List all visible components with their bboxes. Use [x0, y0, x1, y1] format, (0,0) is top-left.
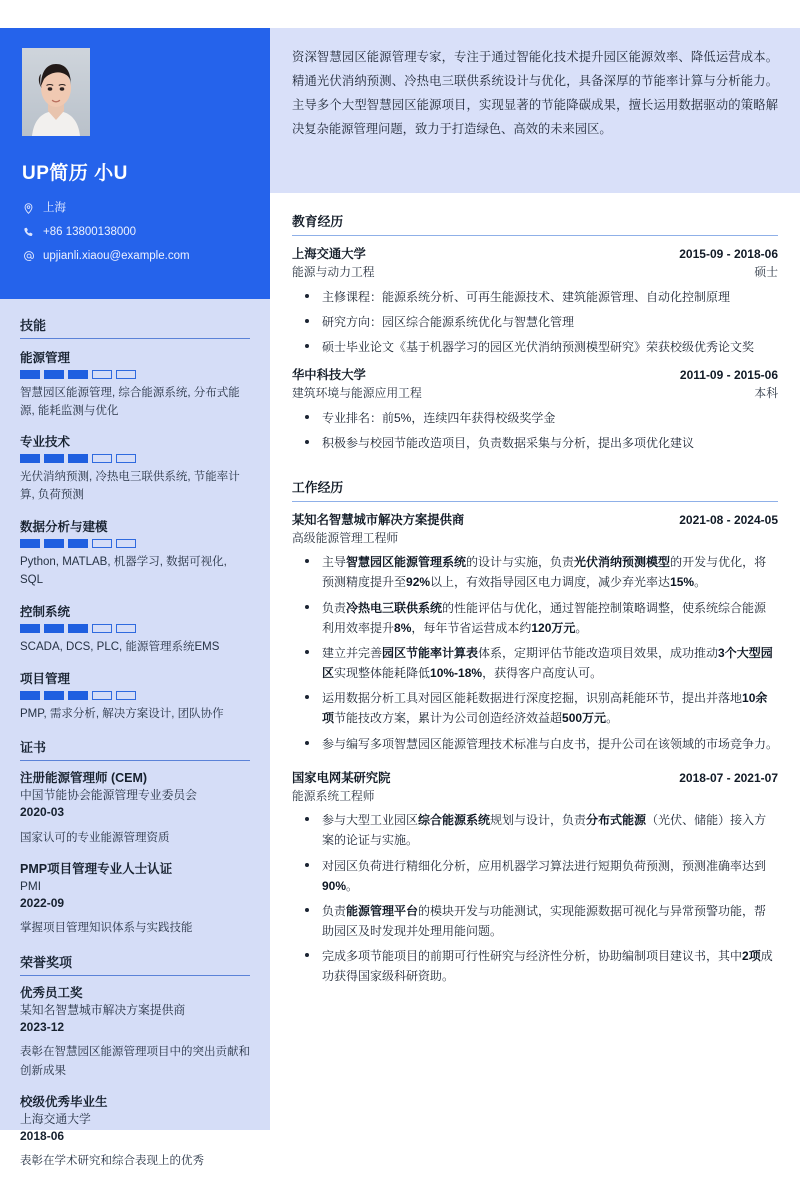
- list-item: 研究方向：园区综合能源系统优化与智慧化管理: [292, 312, 778, 332]
- award-description: 表彰在学术研究和综合表现上的优秀: [20, 1155, 204, 1168]
- skill-segment: [44, 691, 64, 700]
- phone-icon: [22, 227, 35, 238]
- section-title-certificates: 证书: [20, 737, 250, 761]
- skill-item: [20, 348, 250, 421]
- contact-phone-value: +86 13800138000: [43, 225, 137, 238]
- skill-segment: [92, 539, 112, 548]
- award-title: 优秀员工奖: [20, 985, 83, 1000]
- skill-segment: [44, 370, 64, 379]
- skill-segment: [44, 454, 64, 463]
- summary-text: 资深智慧园区能源管理专家，专注于通过智能化技术提升园区能源效率、降低运营成本。精通光伏消纳预测、冷热电三联供系统设计与优化，具备深厚的节能率计算与分析能力。主导多个大型智慧园区能源项目，实现显著的节能降碳成果，擅长运用数据驱动的策略解决复杂能源管理问题，致力于打造绿色、高效的未来园区。: [292, 50, 778, 136]
- skill-segment: [68, 370, 88, 379]
- main-body: [270, 193, 800, 987]
- contact-location-value: 上海: [43, 202, 66, 214]
- experience-date: 2018-07 - 2021-07: [679, 770, 778, 785]
- certificate-date: 2020-03: [20, 805, 65, 820]
- skill-segment: [92, 691, 112, 700]
- summary-section: [270, 28, 800, 193]
- skill-segment: [44, 624, 64, 633]
- skill-segment: [92, 370, 112, 379]
- skill-item: [20, 602, 250, 657]
- list-item: 完成多项节能项目的前期可行性研究与经济性分析，协助编制项目建议书，其中2项成功获得国家级科研资助。: [292, 946, 778, 986]
- contact-email-value: upjianli.xiaou@example.com: [43, 249, 190, 262]
- skill-name: 能源管理: [20, 350, 71, 365]
- skill-segment: [20, 539, 40, 548]
- list-item: 积极参与校园节能改造项目，负责数据采集与分析，提出多项优化建议: [292, 433, 778, 453]
- award-date: 2018-06: [20, 1128, 65, 1143]
- award-date: 2023-12: [20, 1019, 65, 1034]
- sidebar: [0, 28, 270, 1168]
- list-item: 对园区负荷进行精细化分析，应用机器学习算法进行短期负荷预测，预测准确率达到90%。: [292, 856, 778, 896]
- certificate-title: 注册能源管理师 (CEM): [20, 771, 148, 786]
- skill-segment: [116, 454, 136, 463]
- skill-segment: [20, 691, 40, 700]
- experience-date: 2021-08 - 2024-05: [679, 512, 778, 527]
- school-name: 上海交通大学: [292, 247, 366, 261]
- education-date: 2011-09 - 2015-06: [679, 367, 778, 382]
- experience-entry: [292, 512, 778, 754]
- page-title: UP简历 小U: [22, 163, 128, 184]
- certificate-item: [20, 770, 250, 847]
- education-entry: [292, 246, 778, 357]
- certificate-description: 国家认可的专业能源管理资质: [20, 831, 170, 844]
- skill-description: PMP, 需求分析, 解决方案设计, 团队协作: [20, 707, 224, 720]
- location-pin-icon: [22, 203, 35, 214]
- skill-segment: [116, 539, 136, 548]
- education-bullets: [292, 287, 778, 357]
- skill-name: 项目管理: [20, 671, 71, 686]
- education-date: 2015-09 - 2018-06: [679, 247, 778, 261]
- skill-segment: [68, 454, 88, 463]
- skill-segment: [116, 624, 136, 633]
- skill-segment: [116, 370, 136, 379]
- company-name: 国家电网某研究院: [292, 770, 391, 785]
- skill-segment: [68, 624, 88, 633]
- certificate-date: 2022-09: [20, 896, 65, 911]
- list-item: 专业排名：前5%，连续四年获得校级奖学金: [292, 408, 778, 428]
- skill-item: [20, 669, 250, 724]
- experience-entry-header: [292, 770, 778, 788]
- education-bullets: [292, 408, 778, 453]
- job-role: 能源系统工程师: [292, 788, 375, 803]
- list-item: 建立并完善园区节能率计算表体系，定期评估节能改造项目效果，成功推动3个大型园区实现整体能耗降低10%-18%，获得客户高度认可。: [292, 643, 778, 683]
- list-item: 负责能源管理平台的模块开发与功能测试，实现能源数据可视化与异常预警功能，帮助园区及时发现并处理用能问题。: [292, 901, 778, 941]
- skill-level-bar: [20, 624, 250, 633]
- certificate-item: [20, 861, 250, 938]
- company-name: 某知名智慧城市解决方案提供商: [292, 512, 465, 527]
- skill-item: [20, 432, 250, 505]
- skill-segment: [20, 370, 40, 379]
- job-role: 高级能源管理工程师: [292, 530, 399, 545]
- skill-level-bar: [20, 454, 250, 463]
- skill-segment: [20, 454, 40, 463]
- skill-name: 数据分析与建模: [20, 520, 108, 535]
- contact-email: [22, 249, 248, 264]
- education-entry: [292, 367, 778, 453]
- major-name: 能源与动力工程: [292, 264, 375, 279]
- education-entry-header: [292, 367, 778, 385]
- award-title: 校级优秀毕业生: [20, 1094, 108, 1109]
- skill-level-bar: [20, 539, 250, 548]
- avatar: [22, 48, 90, 136]
- skill-item: [20, 517, 250, 590]
- skill-level-bar: [20, 370, 250, 379]
- skill-segment: [116, 691, 136, 700]
- section-title-education: 教育经历: [292, 211, 778, 236]
- certificate-description: 掌握项目管理知识体系与实践技能: [20, 922, 193, 935]
- sidebar-header: [0, 28, 270, 299]
- list-item: 主导智慧园区能源管理系统的设计与实施，负责光伏消纳预测模型的开发与优化，将预测精度提升至92%以上，有效指导园区电力调度，减少弃光率达15%。: [292, 552, 778, 592]
- section-title-experience: 工作经历: [292, 477, 778, 502]
- sidebar-body: [0, 299, 270, 1195]
- list-item: 参与编写多项智慧园区能源管理技术标准与白皮书，提升公司在该领域的市场竞争力。: [292, 734, 778, 754]
- certificate-title: PMP项目管理专业人士认证: [20, 862, 173, 877]
- skill-description: Python, MATLAB, 机器学习, 数据可视化, SQL: [20, 556, 227, 586]
- major-name: 建筑环境与能源应用工程: [292, 385, 422, 400]
- main-content: [270, 28, 800, 1130]
- skill-segment: [44, 539, 64, 548]
- section-title-awards: 荣誉奖项: [20, 952, 250, 976]
- award-org: 某知名智慧城市解决方案提供商: [20, 1002, 186, 1017]
- skill-segment: [92, 624, 112, 633]
- skill-segment: [68, 691, 88, 700]
- skill-segment: [68, 539, 88, 548]
- degree-label: 硕士: [754, 264, 778, 279]
- list-item: 硕士毕业论文《基于机器学习的园区光伏消纳预测模型研究》荣获校级优秀论文奖: [292, 337, 778, 357]
- list-item: 运用数据分析工具对园区能耗数据进行深度挖掘，识别高耗能环节，提出并落地10余项节能技改方案，累计为公司创造经济效益超500万元。: [292, 688, 778, 728]
- experience-bullets: [292, 810, 778, 986]
- skill-description: 智慧园区能源管理, 综合能源系统, 分布式能源, 能耗监测与优化: [20, 386, 240, 417]
- email-at-icon: [22, 250, 35, 262]
- education-entry-header: [292, 246, 778, 264]
- experience-entry: [292, 770, 778, 987]
- skill-name: 控制系统: [20, 604, 71, 619]
- award-org: 上海交通大学: [20, 1111, 91, 1126]
- experience-bullets: [292, 552, 778, 753]
- certificate-org: 中国节能协会能源管理专业委员会: [20, 788, 197, 803]
- contact-location: [22, 201, 248, 216]
- contact-phone: [22, 225, 248, 240]
- resume-sheet: [0, 28, 800, 1168]
- award-description: 表彰在智慧园区能源管理项目中的突出贡献和创新成果: [20, 1046, 250, 1077]
- degree-label: 本科: [754, 385, 778, 400]
- award-item: [20, 985, 250, 1080]
- list-item: 参与大型工业园区综合能源系统规划与设计，负责分布式能源（光伏、储能）接入方案的论证与实施。: [292, 810, 778, 850]
- skill-description: SCADA, DCS, PLC, 能源管理系统EMS: [20, 640, 220, 653]
- skill-level-bar: [20, 691, 250, 700]
- school-name: 华中科技大学: [292, 367, 366, 382]
- experience-entry-header: [292, 512, 778, 530]
- education-entry-sub: [292, 264, 778, 282]
- skill-segment: [20, 624, 40, 633]
- award-item: [20, 1094, 250, 1171]
- skill-name: 专业技术: [20, 435, 71, 450]
- certificate-org: PMI: [20, 878, 41, 893]
- skill-description: 光伏消纳预测, 冷热电三联供系统, 节能率计算, 负荷预测: [20, 471, 240, 502]
- list-item: 主修课程：能源系统分析、可再生能源技术、建筑能源管理、自动化控制原理: [292, 287, 778, 307]
- education-entry-sub: [292, 385, 778, 403]
- list-item: 负责冷热电三联供系统的性能评估与优化，通过智能控制策略调整，使系统综合能源利用效率提升8%，每年节省运营成本约120万元。: [292, 598, 778, 638]
- section-title-skills: 技能: [20, 315, 250, 339]
- skill-segment: [92, 454, 112, 463]
